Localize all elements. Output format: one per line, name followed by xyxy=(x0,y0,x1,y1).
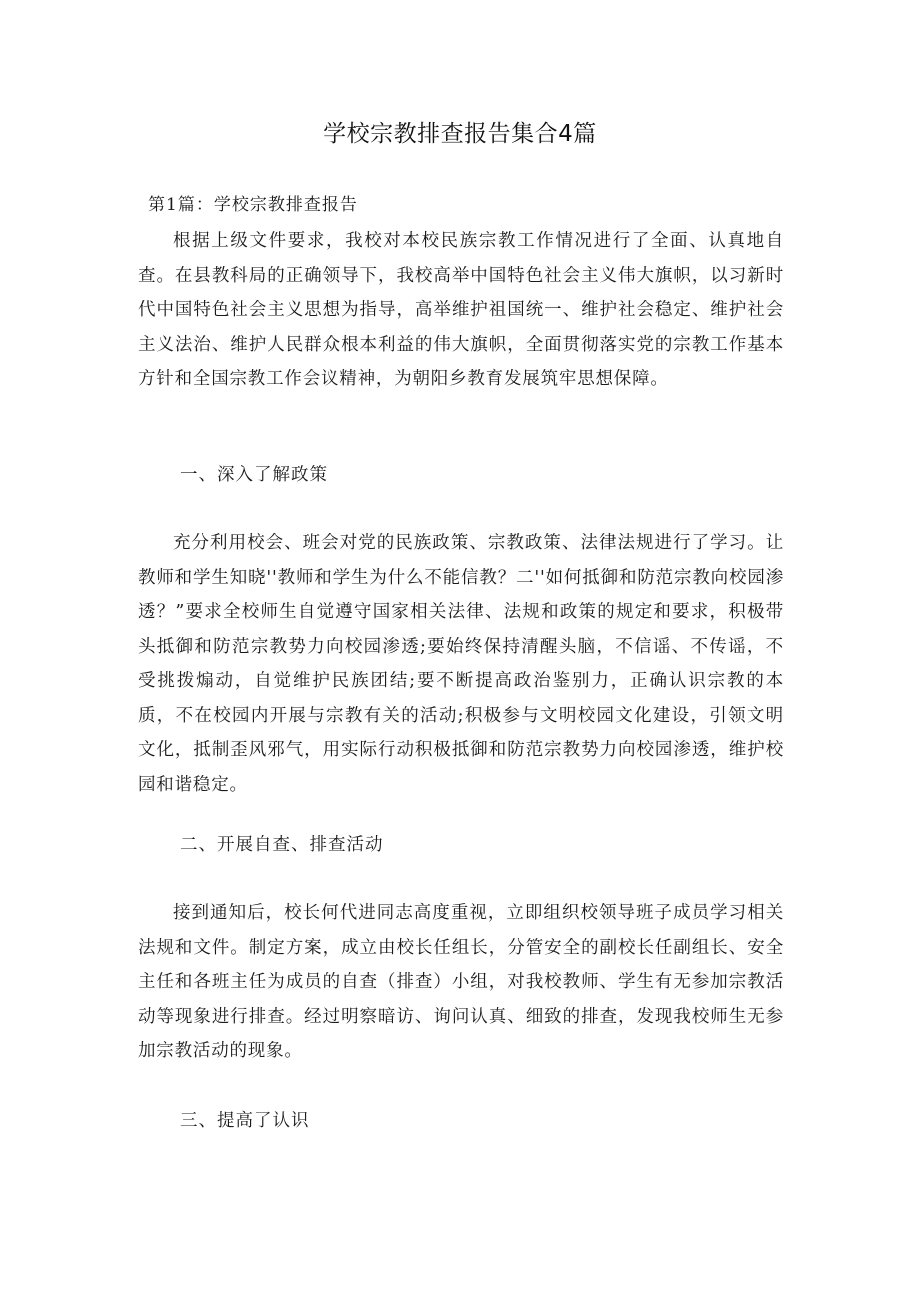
section-heading-1: 一、深入了解政策 xyxy=(180,465,328,485)
section-paragraph-1: 充分利用校会、班会对党的民族政策、宗教政策、法律法规进行了学习。让教师和学生知晓''教师和学生为什么不能信教？二''如何抵御和防范宗教向校园渗透？”要求全校师生自觉遵守国家相关法律、法规和政策的规定和要求，积极带头抵御和防范宗教势力向校园渗透;要始终保持清醒头脑，不信谣、不传谣，不受挑拨煽动，自觉维护民族团结;要不断提高政治鉴别力，正确认识宗教的本质，不在校园内开展与宗教有关的活动;积极参与文明校园文化建设，引领文明文化，抵制歪风邪气，用实际行动积极抵御和防范宗教势力向校园渗透，维护校园和谐稳定。 xyxy=(138,533,784,795)
section-heading-3: 三、提高了认识 xyxy=(180,1111,310,1131)
document-title: 学校宗教排查报告集合4篇 xyxy=(323,121,597,147)
intro-paragraph: 根据上级文件要求，我校对本校民族宗教工作情况进行了全面、认真地自查。在县教科局的正确领导下，我校高举中国特色社会主义伟大旗帜，以习新时代中国特色社会主义思想为指导，高举维护祖国统一、维护社会稳定、维护社会主义法治、维护人民群众根本利益的伟大旗帜，全面贯彻落实党的宗教工作基本方针和全国宗教工作会议精神，为朝阳乡教育发展筑牢思想保障。 xyxy=(138,231,784,389)
article-heading: 第1篇：学校宗教排查报告 xyxy=(148,195,358,215)
section-heading-2: 二、开展自查、排查活动 xyxy=(180,835,384,855)
section-paragraph-2: 接到通知后，校长何代进同志高度重视，立即组织校领导班子成员学习相关法规和文件。制定方案，成立由校长任组长，分管安全的副校长任副组长、安全主任和各班主任为成员的自查（排查）小组，对我校教师、学生有无参加宗教活动等现象进行排查。经过明察暗访、询问认真、细致的排查，发现我校师生无参加宗教活动的现象。 xyxy=(138,903,784,1061)
